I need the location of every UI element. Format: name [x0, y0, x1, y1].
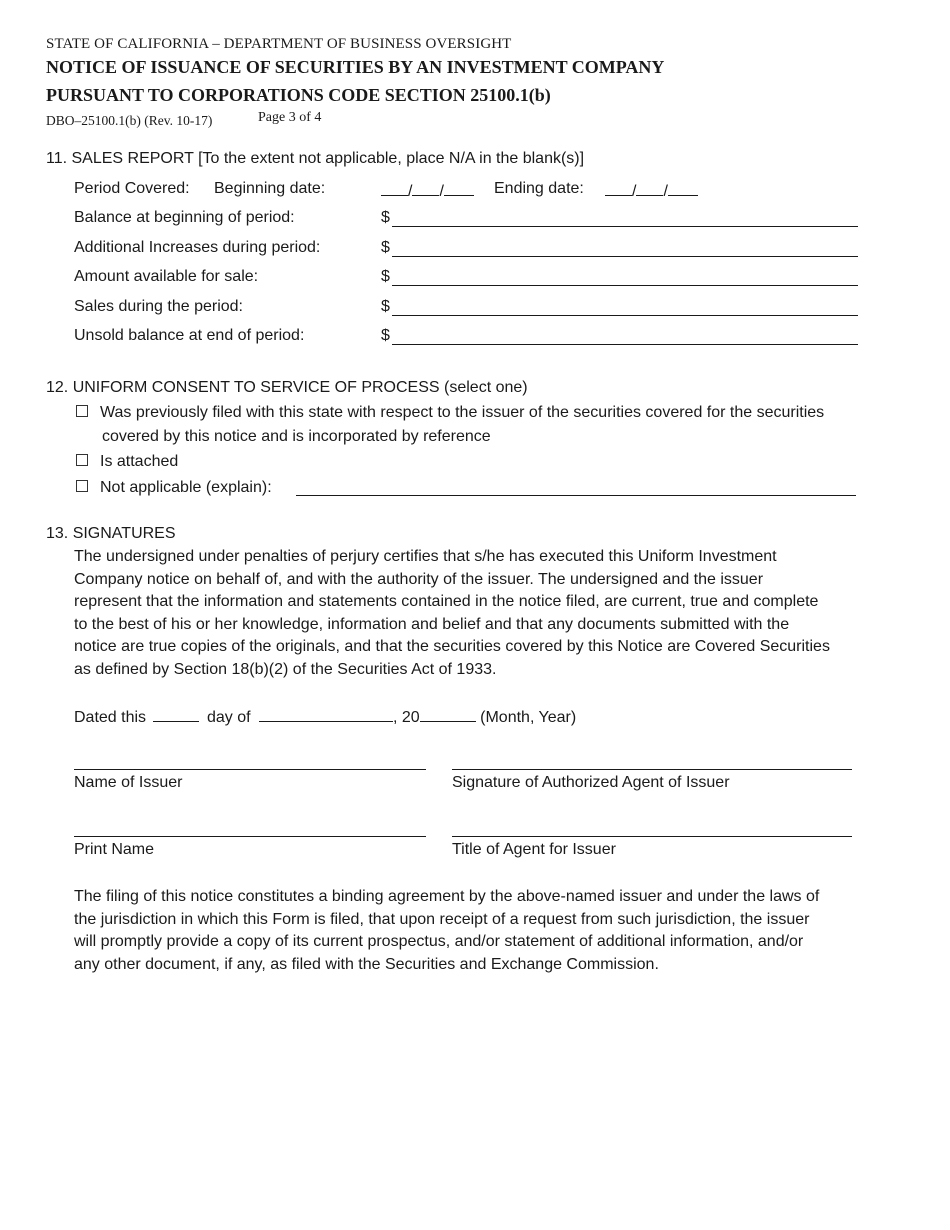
- unsold-balance-label: Unsold balance at end of period:: [74, 327, 305, 344]
- certification-line: notice are true copies of the originals, and that the securities covered by this Notice are Covered Securities: [74, 638, 830, 656]
- day-of-label: day of: [206, 709, 251, 726]
- signature-agent-field[interactable]: [452, 769, 852, 770]
- additional-increases-label: Additional Increases during period:: [74, 239, 321, 256]
- option-previously-filed-text-cont: covered by this notice and is incorporated by reference: [102, 428, 491, 445]
- option-is-attached-text: Is attached: [100, 453, 179, 470]
- checkbox-not-applicable[interactable]: [76, 480, 88, 492]
- currency-symbol: $: [381, 239, 390, 256]
- not-applicable-explain-field[interactable]: [296, 495, 856, 496]
- print-name-field[interactable]: [74, 836, 426, 837]
- certification-line: as defined by Section 18(b)(2) of the Securities Act of 1933.: [74, 660, 497, 678]
- agency-name: STATE OF CALIFORNIA – DEPARTMENT OF BUSINESS OVERSIGHT: [46, 36, 512, 52]
- binding-agreement-paragraph: [74, 886, 886, 976]
- balance-beginning-label: Balance at beginning of period:: [74, 209, 295, 226]
- unsold-balance-field[interactable]: [392, 344, 858, 345]
- option-not-applicable[interactable]: [76, 479, 272, 497]
- currency-symbol: $: [381, 268, 390, 285]
- checkbox-is-attached[interactable]: [76, 454, 88, 466]
- beginning-date-field[interactable]: / /: [381, 180, 474, 201]
- print-name-label: Print Name: [74, 841, 155, 858]
- day-field[interactable]: [153, 706, 199, 722]
- form-title-line-2: PURSUANT TO CORPORATIONS CODE SECTION 25100.1(b): [46, 85, 551, 105]
- option-is-attached[interactable]: [76, 453, 178, 471]
- binding-agreement-line: any other document, if any, as filed with the Securities and Exchange Commission.: [74, 955, 659, 973]
- page-number: Page 3 of 4: [258, 110, 322, 125]
- balance-beginning-field[interactable]: [392, 226, 858, 227]
- year-prefix: , 20: [393, 709, 420, 726]
- certification-line: to the best of his or her knowledge, information and belief and that any documents submitted with the: [74, 615, 790, 633]
- section-11-heading: 11. SALES REPORT [To the extent not applicable, place N/A in the blank(s)]: [46, 150, 585, 167]
- title-agent-label: Title of Agent for Issuer: [452, 841, 616, 858]
- section-12-heading: 12. UNIFORM CONSENT TO SERVICE OF PROCESS (select one): [46, 379, 528, 396]
- ending-date-field[interactable]: / /: [605, 180, 698, 201]
- dated-line: [74, 706, 576, 727]
- period-covered-label: Period Covered:: [74, 180, 190, 197]
- certification-line: The undersigned under penalties of perjury certifies that s/he has executed this Uniform Investment: [74, 548, 777, 565]
- title-agent-field[interactable]: [452, 836, 852, 837]
- name-of-issuer-field[interactable]: [74, 769, 426, 770]
- checkbox-previously-filed[interactable]: [76, 405, 88, 417]
- signature-agent-label: Signature of Authorized Agent of Issuer: [452, 774, 730, 791]
- year-field[interactable]: [420, 706, 476, 722]
- dated-prefix: Dated this: [74, 709, 147, 726]
- form-title-line-1: NOTICE OF ISSUANCE OF SECURITIES BY AN INVESTMENT COMPANY: [46, 57, 665, 77]
- amount-available-field[interactable]: [392, 285, 858, 286]
- currency-symbol: $: [381, 327, 390, 344]
- month-year-hint: (Month, Year): [480, 709, 577, 726]
- certification-line: represent that the information and statements contained in the notice filed, are current, true and complete: [74, 593, 819, 611]
- additional-increases-field[interactable]: [392, 256, 858, 257]
- name-of-issuer-label: Name of Issuer: [74, 774, 183, 791]
- sales-during-period-label: Sales during the period:: [74, 298, 243, 315]
- option-not-applicable-text: Not applicable (explain):: [100, 479, 272, 496]
- ending-date-label: Ending date:: [494, 180, 584, 197]
- certification-paragraph: [74, 546, 886, 682]
- sales-during-period-field[interactable]: [392, 315, 858, 316]
- form-number: DBO–25100.1(b) (Rev. 10-17): [46, 113, 213, 128]
- beginning-date-label: Beginning date:: [214, 180, 326, 197]
- binding-agreement-line: will promptly provide a copy of its current prospectus, and/or statement of additional information, and/or: [74, 933, 804, 951]
- option-previously-filed-text: Was previously filed with this state with respect to the issuer of the securities covered for the securities: [100, 404, 825, 421]
- currency-symbol: $: [381, 209, 390, 226]
- currency-symbol: $: [381, 298, 390, 315]
- section-13-heading: 13. SIGNATURES: [46, 525, 176, 542]
- month-field[interactable]: [259, 706, 393, 722]
- binding-agreement-line: The filing of this notice constitutes a binding agreement by the above-named issuer and under the laws of: [74, 888, 820, 905]
- amount-available-label: Amount available for sale:: [74, 268, 259, 285]
- binding-agreement-line: the jurisdiction in which this Form is filed, that upon receipt of a request from such jurisdiction, the issuer: [74, 910, 810, 928]
- certification-line: Company notice on behalf of, and with the authority of the issuer. The undersigned and the issuer: [74, 570, 764, 588]
- option-previously-filed[interactable]: [76, 404, 824, 422]
